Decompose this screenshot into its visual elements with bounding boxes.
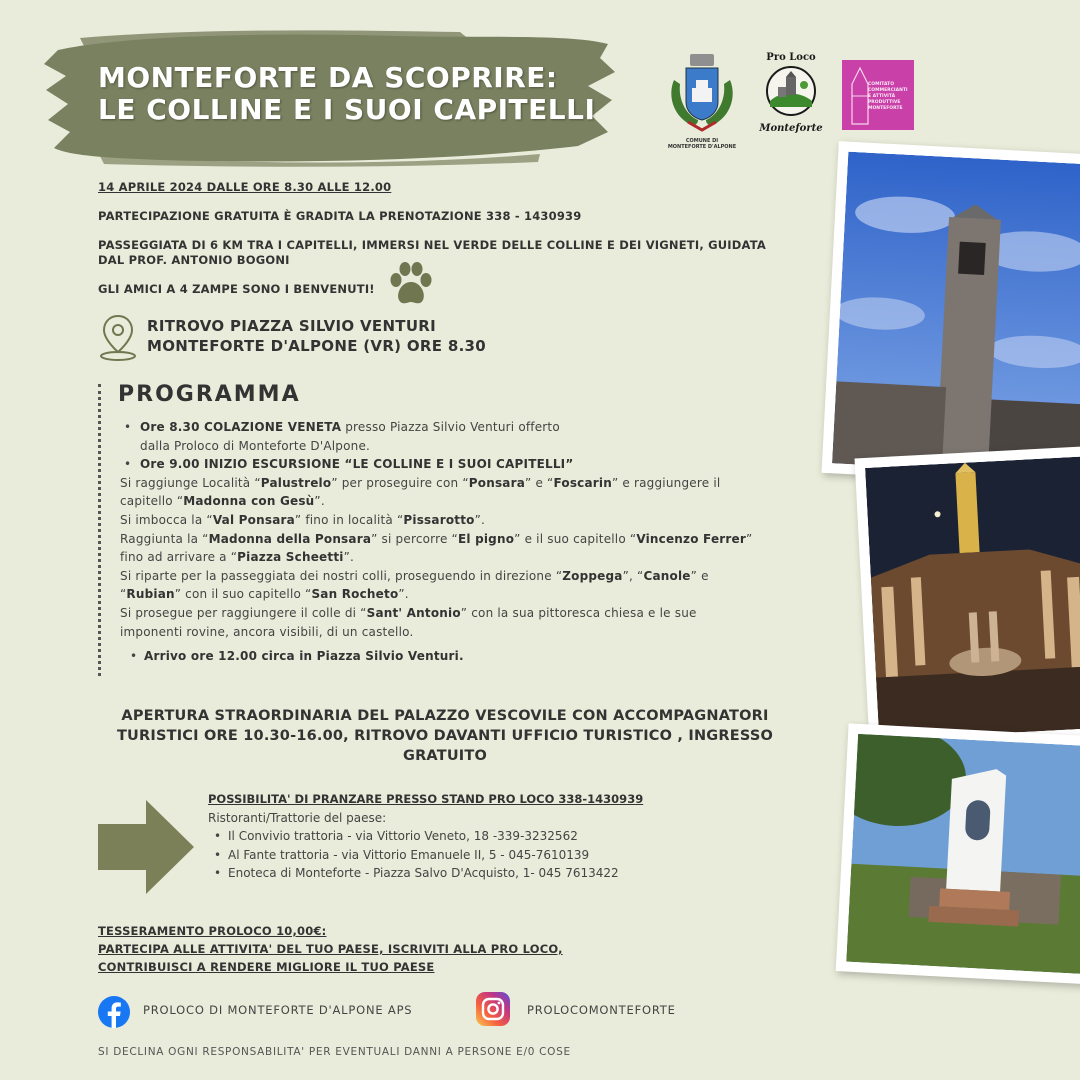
lunch-section [208,790,728,883]
disclaimer: SI DECLINA OGNI RESPONSABILITA' PER EVENTUALI DANNI A PERSONE E/0 COSE [98,1046,571,1058]
event-date: 14 APRILE 2024 DALLE ORE 8.30 ALLE 12.00 [98,180,392,194]
location-pin-icon [98,312,138,362]
meeting-point [147,316,486,356]
title-line-1: MONTEFORTE DA SCOPRIRE: [98,61,558,94]
lunch-subheading: Ristoranti/Trattorie del paese: [208,810,387,825]
program-arrival-text: Arrivo ore 12.00 circa in Piazza Silvio Venturi. [144,649,464,664]
comitato-line-3: E ATTIVITÀ [868,94,896,99]
proloco-logo-bottom: Monteforte [759,123,823,134]
program-dotted-divider [98,384,102,676]
program-paragraph-line-8: Si prosegue per raggiungere il colle di “Sant' Antonio” con la sua pittoresca chiesa e le sue [120,605,697,620]
comune-logo [664,50,740,150]
palazzo-line-2: TURISTICI ORE 10.30-16.00, RITROVO DAVANTI UFFICIO TURISTICO , INGRESSO [116,728,774,744]
program-paragraph-line-2: capitello “Madonna con Gesù”. [120,494,325,509]
membership-line-2: PARTECIPA ALLE ATTIVITA' DEL TUO PAESE, ISCRIVITI ALLA PRO LOCO, [98,942,563,956]
program-item-1-bold: Ore 8.30 COLAZIONE VENETA [140,420,342,434]
restaurant-item: • Al Fante trattoria - via Vittorio Emanuele II, 5 - 045-7610139 [214,846,728,865]
program-body [120,418,820,666]
photo-church-tower [821,141,1080,487]
page-title [98,62,618,126]
program-item-1 [120,418,820,437]
capitello-photo-icon [846,734,1080,974]
comitato-line-4: PRODUTTIVE [868,100,901,105]
proloco-logo [756,52,826,140]
program-item-1-rest: presso Piazza Silvio Venturi offerto [341,420,560,434]
program-title: PROGRAMMA [118,382,301,407]
facebook-icon[interactable] [98,996,130,1028]
courtyard-photo-icon [865,456,1080,739]
comitato-line-1: COMITATO [868,82,895,87]
paw-icon [386,260,436,308]
membership-line-3: CONTRIBUISCI A RENDERE MIGLIORE IL TUO PAESE [98,960,435,974]
booking-info: PARTECIPAZIONE GRATUITA È GRADITA LA PRENOTAZIONE 338 - 1430939 [98,209,582,223]
program-paragraph-line-4: Raggiunta la “Madonna della Ponsara” si percorre “El pigno” e il suo capitello “Vincenzo Ferrer” [120,531,753,546]
comune-caption-1: COMUNE DI [685,138,719,144]
program-paragraph-line-3: Si imbocca la “Val Ponsara” fino in località “Pissarotto”. [120,512,486,527]
program-paragraph-line-1: Si raggiunge Località “Palustrelo” per proseguire con “Ponsara” e “Foscarin” e raggiungere il [120,475,721,490]
restaurant-item: • Il Convivio trattoria - via Vittorio Veneto, 18 -339-3232562 [214,827,728,846]
title-line-2: LE COLLINE E I SUOI CAPITELLI [98,93,596,126]
restaurant-item: • Enoteca di Monteforte - Piazza Salvo D'Acquisto, 1- 045 7613422 [214,864,728,883]
program-paragraph-line-7: “Rubian” con il suo capitello “San Rocheto”. [120,587,409,602]
proloco-logo-top: Pro Loco [766,52,816,63]
lunch-heading: POSSIBILITA' DI PRANZARE PRESSO STAND PRO LOCO 338-1430939 [208,792,644,806]
program-item-2 [120,455,820,474]
dogs-welcome: GLI AMICI A 4 ZAMPE SONO I BENVENUTI! [98,282,375,296]
program-paragraph-line-6: Si riparte per la passeggiata dei nostri colli, proseguendo in direzione “Zoppega”, “Canole” e [120,568,709,583]
restaurant-list [208,827,728,883]
photo-capitello [836,723,1080,984]
walk-line-1: PASSEGGIATA DI 6 KM TRA I CAPITELLI, IMMERSI NEL VERDE DELLE COLLINE E DEI VIGNETI, GUIDATA [98,238,766,252]
membership-notice [98,922,718,976]
walk-line-2: DAL PROF. ANTONIO BOGONI [98,253,290,267]
program-arrival [120,647,820,666]
palazzo-line-1: APERTURA STRAORDINARIA DEL PALAZZO VESCOVILE CON ACCOMPAGNATORI [121,708,769,724]
church-tower-photo-icon [832,152,1080,477]
program-paragraph-line-9: imponenti rovine, ancora visibili, di un castello. [120,624,414,639]
membership-line-1: TESSERAMENTO PROLOCO 10,00€: [98,924,327,938]
instagram-icon[interactable] [476,992,510,1026]
palazzo-opening-notice [90,706,800,766]
comitato-logo [842,60,914,130]
facebook-label[interactable]: PROLOCO DI MONTEFORTE D'ALPONE APS [143,1003,413,1017]
arrow-right-icon [98,800,194,894]
comitato-line-5: MONTEFORTE [868,106,903,111]
walk-description [98,238,778,268]
comune-crest-icon [664,50,740,134]
palazzo-line-3: GRATUITO [402,748,488,764]
comune-caption-2: MONTEFORTE D'ALPONE [667,144,737,150]
program-item-2-text: Ore 9.00 INIZIO ESCURSIONE “LE COLLINE E I SUOI CAPITELLI” [140,457,574,472]
instagram-label[interactable]: PROLOCOMONTEFORTE [527,1003,676,1017]
program-paragraph-line-5: fino ad arrivare a “Piazza Scheetti”. [120,550,355,565]
photo-palazzo-courtyard [855,446,1080,750]
meeting-line-2: MONTEFORTE D'ALPONE (VR) ORE 8.30 [147,337,487,355]
program-item-1-line-2: dalla Proloco di Monteforte D'Alpone. [140,438,371,453]
meeting-line-1: RITROVO PIAZZA SILVIO VENTURI [147,317,437,335]
comitato-line-2: COMMERCIANTI [868,88,908,93]
proloco-emblem-icon [756,63,826,119]
